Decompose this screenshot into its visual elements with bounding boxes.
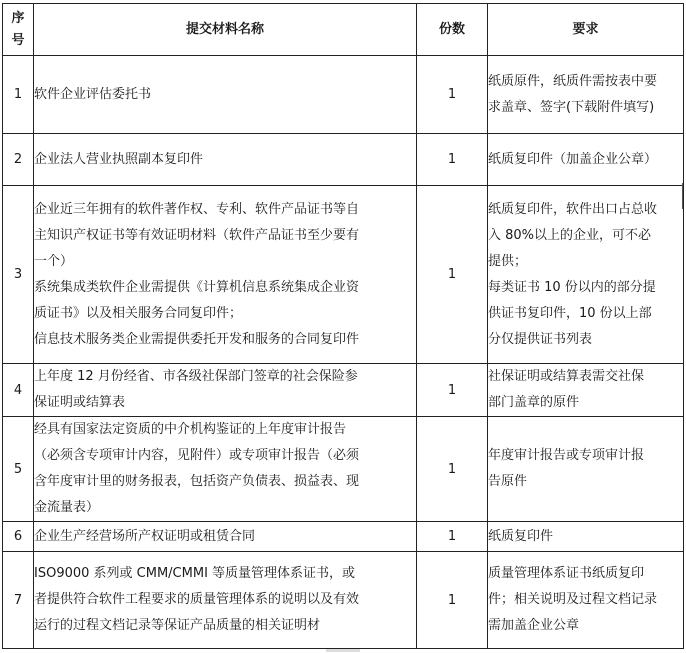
- material-name-line: 一个）: [34, 253, 74, 269]
- table-row: [3, 56, 684, 134]
- material-name-line: ISO9000 系列或 CMM/CMMI 等质量管理体系证书，或: [34, 566, 356, 581]
- row-requirement: [488, 56, 684, 134]
- row-material-name: [34, 417, 417, 522]
- header-seq: [3, 4, 34, 56]
- material-name-line: 质证书》以及相关服务合同复印件；: [34, 305, 243, 321]
- material-name-line: 金流量表）: [34, 500, 100, 515]
- row-requirement: [488, 552, 684, 649]
- requirement-line: 分仅提供证书列表: [488, 331, 593, 347]
- requirement-line: 供证书复印件，10 份以上部: [488, 305, 652, 321]
- header-row: [3, 4, 684, 56]
- row-material-name: [34, 56, 417, 134]
- material-name-line: 运行的过程文档记录等保证产品质量的相关证明材: [34, 618, 321, 633]
- material-name-line: 企业生产经营场所产权证明或租赁合同: [34, 528, 256, 544]
- requirement-line: 求盖章、签字(下载附件填写): [488, 99, 655, 115]
- requirement-line: 年度审计报告或专项审计报: [488, 448, 645, 463]
- requirement-line: 部门盖章的原件: [488, 395, 580, 410]
- material-name-line: 含年度审计里的财务报表，包括资产负债表、损益表、现: [34, 474, 360, 489]
- row-material-name: [34, 134, 417, 186]
- material-name-line: 信息技术服务类企业需提供委托开发和服务的合同复印件: [34, 331, 360, 347]
- row-material-name: [34, 552, 417, 649]
- requirement-line: 入 80%以上的企业，可不必: [488, 227, 652, 243]
- row-copies: 1: [417, 417, 488, 522]
- row-seq: 4: [3, 364, 34, 417]
- requirement-line: 每类证书 10 份以内的部分提: [488, 279, 656, 295]
- row-material-name: [34, 186, 417, 364]
- row-copies: 1: [417, 134, 488, 186]
- material-name-line: 企业近三年拥有的软件著作权、专利、软件产品证书等自: [34, 201, 360, 217]
- requirement-line: 件；相关说明及过程文档记录: [488, 592, 658, 607]
- header-seq-text: 序号: [11, 10, 25, 48]
- requirement-line: 提供；: [488, 253, 528, 269]
- material-name-line: （必须含专项审计内容，见附件）或专项审计报告（必须: [34, 448, 360, 463]
- row-copies: 1: [417, 364, 488, 417]
- table-row: [3, 364, 684, 417]
- table-row: [3, 417, 684, 522]
- table-row: [3, 134, 684, 186]
- material-name-line: 经具有国家法定资质的中介机构鉴证的上年度审计报告: [34, 422, 347, 437]
- scroll-indicator: [682, 183, 683, 209]
- row-requirement: [488, 134, 684, 186]
- row-seq: 1: [3, 56, 34, 134]
- row-seq: 5: [3, 417, 34, 522]
- requirement-line: 纸质复印件，软件出口占总收: [488, 201, 658, 217]
- materials-table: [2, 3, 684, 649]
- row-copies: 1: [417, 186, 488, 364]
- row-copies: 1: [417, 56, 488, 134]
- row-seq: 6: [3, 522, 34, 552]
- row-requirement: [488, 522, 684, 552]
- requirement-line: 纸质复印件（加盖企业公章）: [488, 151, 658, 167]
- requirement-line: 质量管理体系证书纸质复印: [488, 566, 645, 581]
- requirement-line: 需加盖企业公章: [488, 618, 580, 633]
- requirement-line: 告原件: [488, 474, 528, 489]
- row-copies: 1: [417, 552, 488, 649]
- row-requirement: [488, 364, 684, 417]
- material-name-line: 者提供符合软件工程要求的质量管理体系的说明以及有效: [34, 592, 360, 607]
- material-name-line: 上年度 12 月份经省、市各级社保部门签章的社会保险参: [34, 369, 358, 384]
- row-seq: 7: [3, 552, 34, 649]
- row-material-name: [34, 522, 417, 552]
- header-name: 提交材料名称: [34, 4, 417, 56]
- material-name-line: 保证明或结算表: [34, 395, 126, 410]
- table-row: [3, 522, 684, 552]
- row-seq: 3: [3, 186, 34, 364]
- bottom-scroll-indicator: [326, 649, 360, 652]
- row-seq: 2: [3, 134, 34, 186]
- requirement-line: 纸质复印件: [488, 528, 554, 544]
- requirement-line: 社保证明或结算表需交社保: [488, 369, 645, 384]
- material-name-line: 软件企业评估委托书: [34, 86, 152, 102]
- header-copies: 份数: [417, 4, 488, 56]
- row-requirement: [488, 417, 684, 522]
- table-row: [3, 186, 684, 364]
- row-copies: 1: [417, 522, 488, 552]
- requirement-line: 纸质原件，纸质件需按表中要: [488, 73, 658, 89]
- material-name-line: 系统集成类软件企业需提供《计算机信息系统集成企业资: [34, 279, 360, 295]
- row-requirement: [488, 186, 684, 364]
- material-name-line: 企业法人营业执照副本复印件: [34, 151, 204, 167]
- material-name-line: 主知识产权证书等有效证明材料（软件产品证书至少要有: [34, 227, 360, 243]
- header-requirement: 要求: [488, 4, 684, 56]
- row-material-name: [34, 364, 417, 417]
- table-row: [3, 552, 684, 649]
